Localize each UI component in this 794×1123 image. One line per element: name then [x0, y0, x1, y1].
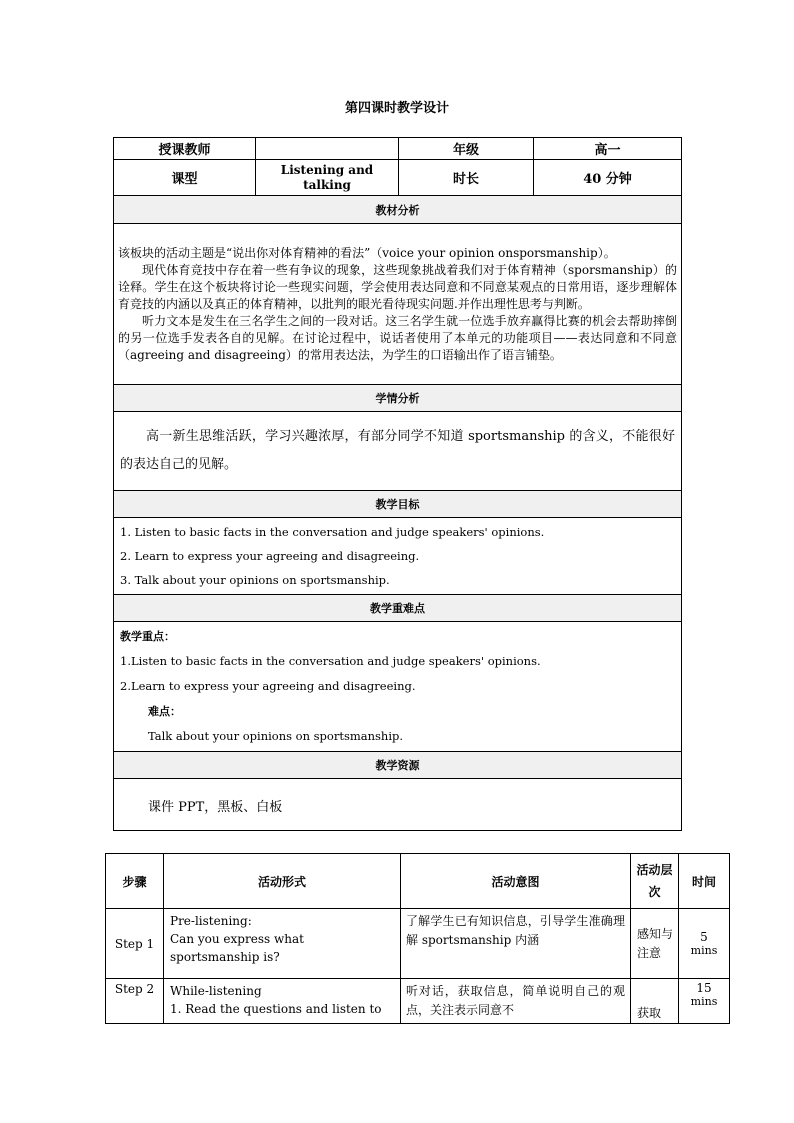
material-paragraph-2: 现代体育竞技中存在着一些有争议的现象，这些现象挑战着我们对于体育精神（sporsmanship）的诠释。学生在这个板块将讨论一些现实问题，学会使用表达同意和不同意某观点的日常用语，逐步理解体育竞技的内涵以及真正的体育精神，以批判的眼光看待现实问题.并作出理性思考与判断。	[118, 262, 677, 311]
objectives-heading: 教学目标	[114, 491, 682, 518]
level-cell: 感知与注意	[631, 909, 679, 979]
lesson-type-value: Listening and talking	[256, 160, 399, 196]
table-row	[106, 979, 730, 1024]
grade-label: 年级	[399, 138, 534, 160]
objectives-body	[114, 518, 682, 595]
material-paragraph-3: 听力文本是发生在三名学生之间的一段对话。这三名学生就一位选手放弃赢得比赛的机会去帮助摔倒的另一位选手发表各自的见解。在讨论过程中，说话者使用了本单元的功能项目——表达同意和不同意（agreeing and disagreeing）的常用表达法，为学生的口语输出作了语言铺垫。	[118, 313, 677, 362]
intent-cell: 了解学生已有知识信息，引导学生准确理解 sportsmanship 内涵	[401, 909, 631, 979]
duration-value: 40 分钟	[534, 160, 682, 196]
key-points-body	[114, 622, 682, 752]
steps-header-level: 活动层次	[631, 854, 679, 909]
key-points-label: 教学重点：	[120, 630, 175, 643]
form-line: Can you express what sportsmanship is?	[170, 932, 304, 964]
time-cell	[679, 979, 730, 1024]
step-cell: Step 2	[106, 979, 164, 1024]
student-analysis-heading: 学情分析	[114, 385, 682, 412]
objective-item: 1. Listen to basic facts in the conversation and judge speakers' opinions.	[120, 525, 545, 539]
time-unit: mins	[690, 944, 718, 957]
material-paragraph-1: 该板块的活动主题是“说出你对体育精神的看法”（voice your opinion onsporsmanship）。	[118, 245, 616, 260]
difficult-points-label: 难点：	[148, 705, 181, 718]
steps-header-step: 步骤	[106, 854, 164, 909]
key-point-item: 2.Learn to express your agreeing and disagreeing.	[120, 679, 416, 693]
teacher-label: 授课教师	[114, 138, 256, 160]
time-unit: mins	[690, 995, 718, 1008]
form-line: 1. Read the questions and listen to	[170, 1002, 382, 1016]
page-title: 第四课时教学设计	[344, 101, 449, 116]
table-row	[106, 909, 730, 979]
step-cell: Step 1	[106, 909, 164, 979]
material-analysis-heading: 教材分析	[114, 196, 682, 224]
objective-item: 2. Learn to express your agreeing and disagreeing.	[120, 549, 420, 563]
time-cell	[679, 909, 730, 979]
resources-body: 课件 PPT，黑板、白板	[114, 779, 682, 831]
form-cell	[164, 979, 401, 1024]
resources-heading: 教学资源	[114, 752, 682, 779]
grade-value: 高一	[534, 138, 682, 160]
student-analysis-body: 高一新生思维活跃，学习兴趣浓厚，有部分同学不知道 sportsmanship 的含义，不能很好的表达自己的见解。	[114, 412, 682, 491]
objective-item: 3. Talk about your opinions on sportsmanship.	[120, 573, 390, 587]
steps-header-intent: 活动意图	[401, 854, 631, 909]
difficult-point-item: Talk about your opinions on sportsmanship.	[148, 729, 404, 743]
duration-label: 时长	[399, 160, 534, 196]
key-point-item: 1.Listen to basic facts in the conversation and judge speakers' opinions.	[120, 654, 541, 668]
form-line: While-listening	[170, 984, 262, 998]
key-points-heading: 教学重难点	[114, 595, 682, 622]
material-analysis-body	[114, 224, 682, 385]
lesson-type-label: 课型	[114, 160, 256, 196]
level-cell: 获取	[631, 979, 679, 1024]
form-line: Pre-listening:	[170, 914, 252, 928]
teacher-value	[256, 138, 399, 160]
time-number: 15	[696, 981, 712, 995]
steps-header-time: 时间	[679, 854, 730, 909]
lesson-plan-table	[113, 137, 682, 831]
steps-table	[105, 853, 730, 1024]
intent-cell: 听对话，获取信息，简单说明自己的观点，关注表示同意不	[401, 979, 631, 1024]
form-cell	[164, 909, 401, 979]
steps-header-form: 活动形式	[164, 854, 401, 909]
time-number: 5	[700, 930, 708, 944]
